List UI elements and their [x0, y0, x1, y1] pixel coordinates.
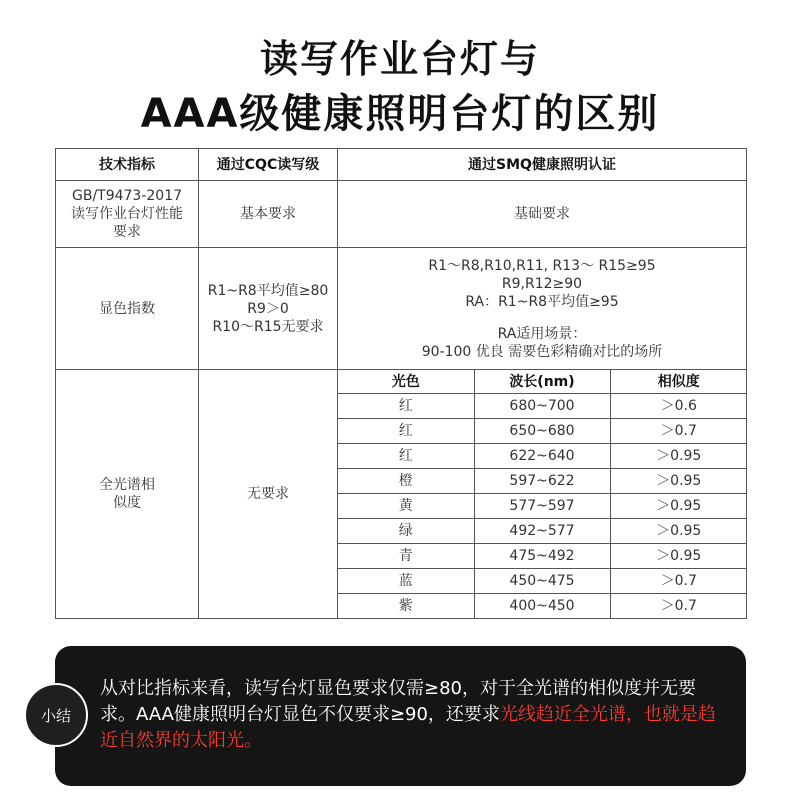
- spectrum-similarity-cell: ＞0.95: [610, 519, 747, 544]
- spectrum-similarity-cell: ＞0.7: [610, 569, 747, 594]
- spectrum-wavelength-cell: 577~597: [474, 494, 610, 519]
- table-row: [338, 394, 747, 419]
- page-title-line2: AAA级健康照明台灯的区别: [140, 91, 660, 137]
- sub-header-wavelength: 波长(nm): [474, 370, 610, 394]
- spectrum-similarity-cell: ＞0.95: [610, 444, 747, 469]
- header-cqc: 通过CQC读写级: [199, 149, 338, 181]
- smq-note-line: RA适用场景：: [497, 325, 587, 342]
- summary-text-highlight: 光线趋近全光谱，也就是趋近自然界的太阳光。: [100, 704, 716, 751]
- smq-line: RA：R1~R8平均值≥95: [465, 293, 619, 310]
- color-index-smq: [338, 248, 747, 370]
- spectrum-wavelength-cell: 622~640: [474, 444, 610, 469]
- table-row: [338, 494, 747, 519]
- spectrum-color-cell: 红: [338, 394, 474, 419]
- spectrum-wavelength-cell: 492~577: [474, 519, 610, 544]
- table-row: [338, 544, 747, 569]
- spectrum-color-cell: 蓝: [338, 569, 474, 594]
- spectrum-similarity-cell: ＞0.7: [610, 419, 747, 444]
- sub-header-similarity: 相似度: [610, 370, 747, 394]
- table-row: [338, 594, 747, 619]
- table-row: [338, 444, 747, 469]
- spectrum-wavelength-cell: 475~492: [474, 544, 610, 569]
- spectrum-color-cell: 绿: [338, 519, 474, 544]
- spectrum-similarity-cell: ＞0.95: [610, 544, 747, 569]
- spectrum-cqc-value: 无要求: [199, 370, 338, 619]
- spectrum-similarity-cell: ＞0.95: [610, 494, 747, 519]
- spectrum-color-cell: 红: [338, 444, 474, 469]
- spectrum-color-cell: 红: [338, 419, 474, 444]
- spectrum-wavelength-cell: 450~475: [474, 569, 610, 594]
- spectrum-subtable: [338, 370, 747, 618]
- spectrum-smq-cell: [338, 370, 747, 619]
- cqc-line: R9＞0: [247, 300, 289, 317]
- color-index-label: 显色指数: [56, 248, 199, 370]
- spectrum-wavelength-cell: 650~680: [474, 419, 610, 444]
- spectrum-color-cell: 青: [338, 544, 474, 569]
- table-row: [338, 469, 747, 494]
- spectrum-color-cell: 橙: [338, 469, 474, 494]
- spectrum-similarity-cell: ＞0.95: [610, 469, 747, 494]
- spectrum-wavelength-cell: 680~700: [474, 394, 610, 419]
- spectrum-color-cell: 黄: [338, 494, 474, 519]
- page-title-line1: 读写作业台灯与: [259, 37, 540, 81]
- standard-smq-value: 基础要求: [338, 181, 747, 248]
- header-indicator: 技术指标: [56, 149, 199, 181]
- sub-header-color: 光色: [338, 370, 474, 394]
- spectrum-wavelength-cell: 597~622: [474, 469, 610, 494]
- spectrum-label: 全光谱相似度: [56, 370, 199, 619]
- smq-note-line: 90-100 优良 需要色彩精确对比的场所: [421, 343, 663, 360]
- smq-line: R9,R12≥90: [501, 275, 583, 292]
- spectrum-color-cell: 紫: [338, 594, 474, 619]
- spectrum-wavelength-cell: 400~450: [474, 594, 610, 619]
- standard-cqc-value: 基本要求: [199, 181, 338, 248]
- table-row: [338, 569, 747, 594]
- cqc-line: R1~R8平均值≥80: [207, 282, 329, 299]
- header-smq: 通过SMQ健康照明认证: [338, 149, 747, 181]
- table-row: [338, 519, 747, 544]
- spectrum-similarity-cell: ＞0.7: [610, 594, 747, 619]
- table-row: [338, 419, 747, 444]
- summary-text: [100, 676, 720, 754]
- spectrum-similarity-cell: ＞0.6: [610, 394, 747, 419]
- summary-badge: 小结: [24, 683, 88, 747]
- color-index-cqc: [199, 248, 338, 370]
- cqc-line: R10〜R15无要求: [212, 318, 324, 335]
- summary-text-plain: 从对比指标来看，读写台灯显色要求仅需≥80，对于全光谱的相似度并无要求。AAA健康照明台灯显色不仅要求≥90，还要求: [100, 678, 696, 725]
- comparison-table: [55, 148, 747, 619]
- standard-label: GB/T9473-2017读写作业台灯性能要求: [56, 181, 199, 248]
- smq-line: R1〜R8,R10,R11, R13〜 R15≥95: [428, 257, 656, 274]
